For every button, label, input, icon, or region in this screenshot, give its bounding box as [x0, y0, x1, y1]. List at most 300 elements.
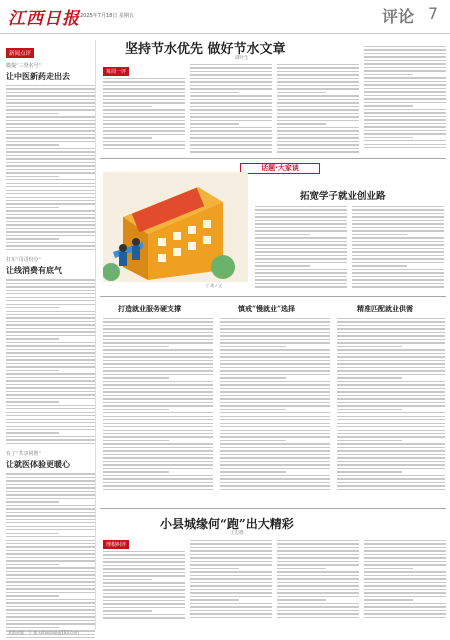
- text-line: [103, 450, 213, 451]
- text-line: [277, 617, 359, 618]
- text-line: [103, 339, 213, 340]
- news-brief-1: [6, 40, 95, 250]
- text-line: [255, 258, 347, 259]
- text-line: [6, 432, 59, 433]
- text-line: [255, 213, 347, 214]
- text-line: [277, 116, 359, 117]
- text-line: [220, 454, 330, 455]
- text-line: [6, 130, 95, 131]
- text-line: [103, 388, 213, 389]
- article-2-body: [220, 318, 330, 490]
- text-line: [6, 498, 95, 499]
- text-line: [352, 258, 444, 259]
- text-line: [255, 241, 347, 242]
- text-line: [6, 134, 95, 135]
- text-line: [364, 60, 446, 61]
- text-line: [337, 447, 445, 448]
- text-line: [337, 440, 402, 441]
- text-line: [103, 137, 152, 138]
- text-line: [103, 123, 185, 124]
- text-line: [6, 623, 95, 624]
- text-line: [337, 489, 445, 490]
- text-line: [277, 540, 359, 541]
- text-line: [103, 457, 213, 458]
- text-line: [364, 140, 446, 141]
- text-line: [220, 457, 330, 458]
- text-line: [277, 148, 359, 149]
- text-line: [6, 627, 59, 628]
- text-line: [220, 423, 330, 424]
- text-line: [6, 217, 95, 218]
- text-line: [6, 352, 95, 353]
- section-divider: [100, 296, 446, 297]
- text-line: [277, 557, 359, 558]
- text-line: [103, 614, 185, 615]
- text-line: [220, 464, 330, 465]
- text-line: [6, 436, 95, 437]
- text-line: [6, 592, 95, 593]
- text-line: [277, 85, 359, 86]
- lead-article-col-1: [103, 78, 185, 149]
- text-line: [6, 491, 95, 492]
- text-line: [255, 237, 347, 238]
- text-line: [103, 398, 213, 399]
- text-line: [103, 554, 185, 555]
- text-line: [6, 588, 95, 589]
- text-line: [6, 144, 59, 145]
- text-line: [6, 158, 95, 159]
- text-line: [103, 461, 213, 462]
- text-line: [6, 95, 95, 96]
- text-line: [190, 127, 272, 128]
- text-line: [364, 147, 446, 148]
- text-line: [337, 402, 445, 403]
- text-line: [6, 335, 95, 336]
- text-line: [352, 220, 444, 221]
- brief-kicker: 微提“三誉名号”: [6, 63, 42, 69]
- text-line: [6, 106, 95, 107]
- text-line: [277, 95, 359, 96]
- text-line: [364, 547, 446, 548]
- text-line: [6, 574, 95, 575]
- text-line: [103, 485, 213, 486]
- text-line: [337, 395, 445, 396]
- text-line: [103, 95, 185, 96]
- text-line: [6, 412, 95, 413]
- text-line: [6, 560, 95, 561]
- text-line: [220, 367, 330, 368]
- text-line: [337, 433, 445, 434]
- text-line: [190, 102, 272, 103]
- text-line: [220, 398, 330, 399]
- text-line: [364, 596, 446, 597]
- text-line: [6, 359, 95, 360]
- text-line: [190, 78, 272, 79]
- text-line: [255, 244, 347, 245]
- text-line: [337, 461, 445, 462]
- text-line: [6, 567, 95, 568]
- text-line: [190, 617, 272, 618]
- text-line: [220, 360, 330, 361]
- text-line: [6, 207, 59, 208]
- text-line: [190, 116, 272, 117]
- article-title-1: 打造就业服务硬支撑: [118, 304, 181, 313]
- text-line: [364, 585, 446, 586]
- text-line: [6, 179, 95, 180]
- text-line: [277, 67, 359, 68]
- text-line: [277, 64, 359, 65]
- text-line: [103, 582, 185, 583]
- text-line: [103, 370, 213, 371]
- text-line: [6, 522, 95, 523]
- text-line: [6, 183, 95, 184]
- text-line: [255, 283, 347, 284]
- text-line: [337, 398, 445, 399]
- text-line: [337, 342, 445, 343]
- text-line: [190, 88, 272, 89]
- text-line: [6, 581, 95, 582]
- text-line: [6, 439, 95, 440]
- text-line: [255, 230, 347, 231]
- text-line: [6, 279, 95, 280]
- text-line: [277, 561, 359, 562]
- text-line: [220, 346, 286, 347]
- text-line: [337, 454, 445, 455]
- text-line: [6, 366, 95, 367]
- text-line: [6, 169, 95, 170]
- text-line: [337, 419, 445, 420]
- text-line: [103, 423, 213, 424]
- text-line: [337, 409, 402, 410]
- text-line: [190, 144, 272, 145]
- text-line: [103, 447, 213, 448]
- text-line: [364, 575, 446, 576]
- text-line: [190, 106, 272, 107]
- text-line: [6, 345, 95, 346]
- text-line: [277, 568, 326, 569]
- text-line: [337, 464, 445, 465]
- text-line: [103, 593, 185, 594]
- text-line: [277, 134, 359, 135]
- text-line: [6, 102, 95, 103]
- article-title-2: 慎戒“慢就业”选择: [238, 304, 296, 313]
- text-line: [337, 416, 445, 417]
- text-line: [190, 120, 272, 121]
- text-line: [364, 81, 446, 82]
- column-tag: 新闻点评: [6, 48, 34, 58]
- text-line: [190, 585, 272, 586]
- text-line: [337, 318, 445, 319]
- text-line: [352, 216, 444, 217]
- text-line: [190, 561, 272, 562]
- text-line: [103, 405, 213, 406]
- text-line: [6, 405, 95, 406]
- text-line: [6, 602, 95, 603]
- text-line: [6, 609, 95, 610]
- text-line: [6, 613, 95, 614]
- text-line: [103, 92, 185, 93]
- text-line: [6, 571, 95, 572]
- text-line: [277, 582, 359, 583]
- text-line: [364, 112, 446, 113]
- text-line: [103, 409, 169, 410]
- text-line: [364, 46, 446, 47]
- text-line: [6, 578, 95, 579]
- text-line: [6, 165, 95, 166]
- text-line: [6, 245, 95, 246]
- text-line: [6, 314, 95, 315]
- text-line: [277, 543, 359, 544]
- text-line: [6, 585, 95, 586]
- text-line: [277, 585, 359, 586]
- text-line: [103, 88, 185, 89]
- text-line: [6, 109, 95, 110]
- text-line: [277, 610, 359, 611]
- text-line: [337, 450, 445, 451]
- text-line: [220, 485, 330, 486]
- text-line: [6, 443, 95, 444]
- text-line: [6, 200, 95, 201]
- text-line: [337, 430, 445, 431]
- text-line: [103, 109, 185, 110]
- text-line: [103, 430, 213, 431]
- text-line: [277, 99, 359, 100]
- text-line: [103, 85, 185, 86]
- text-line: [220, 363, 330, 364]
- text-line: [6, 533, 59, 534]
- text-line: [337, 471, 402, 472]
- text-line: [103, 349, 213, 350]
- article-1-body: [103, 318, 213, 490]
- text-line: [364, 564, 446, 565]
- text-line: [103, 561, 185, 562]
- text-line: [103, 419, 213, 420]
- text-line: [352, 272, 444, 273]
- text-line: [6, 242, 95, 243]
- text-line: [6, 515, 95, 516]
- text-line: [277, 74, 359, 75]
- text-line: [6, 620, 95, 621]
- text-line: [190, 64, 272, 65]
- text-line: [277, 589, 359, 590]
- text-line: [6, 228, 95, 229]
- text-line: [277, 113, 359, 114]
- text-line: [103, 335, 213, 336]
- text-line: [220, 405, 330, 406]
- text-line: [190, 151, 272, 152]
- text-line: [277, 137, 359, 138]
- text-line: [103, 381, 213, 382]
- text-line: [337, 370, 445, 371]
- text-line: [103, 454, 213, 455]
- text-line: [364, 561, 446, 562]
- text-line: [6, 311, 95, 312]
- text-line: [190, 137, 272, 138]
- text-line: [6, 363, 95, 364]
- topic-banner: 话题·大家谈: [240, 163, 320, 174]
- text-line: [6, 99, 95, 100]
- text-line: [364, 109, 446, 110]
- text-line: [364, 126, 446, 127]
- text-line: [352, 279, 444, 280]
- text-line: [220, 443, 330, 444]
- article-body: [6, 279, 95, 444]
- text-line: [103, 412, 213, 413]
- text-line: [103, 610, 152, 611]
- text-line: [255, 286, 347, 287]
- text-line: [277, 81, 359, 82]
- article-title-3: 精准匹配就业供需: [357, 304, 413, 313]
- text-line: [190, 109, 272, 110]
- text-line: [337, 381, 445, 382]
- text-line: [220, 332, 330, 333]
- text-line: [364, 116, 446, 117]
- text-line: [277, 144, 359, 145]
- text-line: [103, 81, 185, 82]
- text-line: [337, 457, 445, 458]
- text-line: [6, 321, 95, 322]
- text-line: [277, 120, 359, 121]
- text-line: [277, 603, 359, 604]
- text-line: [6, 419, 95, 420]
- text-line: [6, 317, 95, 318]
- text-line: [6, 616, 95, 617]
- text-line: [364, 95, 446, 96]
- text-line: [103, 464, 213, 465]
- text-line: [6, 331, 95, 332]
- text-line: [6, 356, 95, 357]
- text-line: [190, 599, 239, 600]
- text-line: [255, 269, 347, 270]
- text-line: [190, 568, 239, 569]
- text-line: [277, 547, 359, 548]
- text-line: [337, 475, 445, 476]
- text-line: [337, 423, 445, 424]
- text-line: [220, 447, 330, 448]
- text-line: [255, 248, 347, 249]
- text-line: [337, 485, 445, 486]
- text-line: [6, 190, 95, 191]
- text-line: [337, 356, 445, 357]
- text-line: [6, 422, 95, 423]
- page-header: [0, 0, 450, 34]
- text-line: [6, 88, 95, 89]
- text-line: [364, 70, 446, 71]
- text-line: [337, 412, 445, 413]
- brief-title: 让中医新药走出去: [6, 71, 70, 81]
- text-line: [220, 475, 330, 476]
- text-line: [103, 603, 185, 604]
- text-line: [190, 582, 272, 583]
- text-line: [352, 276, 444, 277]
- bottom-col-1: [103, 551, 185, 619]
- text-line: [190, 554, 272, 555]
- text-line: [6, 300, 95, 301]
- text-line: [277, 109, 359, 110]
- text-line: [103, 395, 213, 396]
- text-line: [220, 412, 330, 413]
- text-line: [255, 265, 310, 266]
- text-line: [352, 213, 444, 214]
- text-line: [6, 564, 59, 565]
- text-line: [364, 56, 446, 57]
- text-line: [364, 568, 413, 569]
- text-line: [255, 255, 347, 256]
- text-line: [103, 120, 185, 121]
- text-line: [364, 610, 446, 611]
- text-line: [6, 480, 95, 481]
- bottom-col-2: [190, 540, 272, 618]
- text-line: [364, 102, 446, 103]
- text-line: [277, 71, 359, 72]
- text-line: [6, 155, 95, 156]
- text-line: [6, 377, 95, 378]
- text-line: [6, 519, 95, 520]
- brief-kicker: 有了“共享同帮”: [6, 451, 42, 458]
- text-line: [6, 137, 95, 138]
- text-line: [337, 360, 445, 361]
- text-line: [277, 92, 326, 93]
- text-line: [6, 606, 95, 607]
- text-line: [190, 540, 272, 541]
- text-line: [6, 384, 95, 385]
- text-line: [364, 63, 446, 64]
- text-line: [352, 237, 444, 238]
- text-line: [6, 398, 95, 399]
- text-line: [352, 286, 444, 287]
- text-line: [6, 380, 95, 381]
- text-line: [103, 558, 185, 559]
- text-line: [103, 367, 213, 368]
- text-line: [6, 238, 59, 239]
- text-line: [255, 206, 347, 207]
- text-line: [103, 141, 185, 142]
- text-line: [190, 141, 272, 142]
- text-line: [277, 564, 359, 565]
- text-line: [337, 367, 445, 368]
- text-line: [103, 106, 152, 107]
- text-line: [6, 370, 59, 371]
- text-line: [103, 596, 185, 597]
- text-line: [277, 575, 359, 576]
- text-line: [337, 335, 445, 336]
- text-line: [220, 482, 330, 483]
- text-line: [103, 318, 213, 319]
- text-line: [337, 405, 445, 406]
- text-line: [190, 613, 272, 614]
- text-line: [6, 373, 95, 374]
- text-line: [337, 363, 445, 364]
- text-line: [337, 388, 445, 389]
- text-line: [190, 578, 272, 579]
- text-line: [103, 572, 185, 573]
- text-line: [103, 325, 213, 326]
- section-divider: [100, 508, 446, 509]
- text-line: [364, 98, 446, 99]
- text-line: [220, 349, 330, 350]
- newspaper-logo: 江西日报: [8, 9, 80, 29]
- text-line: [103, 391, 213, 392]
- text-line: [103, 384, 213, 385]
- text-line: [6, 543, 95, 544]
- text-line: [352, 209, 444, 210]
- text-line: [103, 99, 185, 100]
- text-line: [255, 262, 347, 263]
- text-line: [352, 265, 407, 266]
- text-line: [220, 370, 330, 371]
- bottom-col-4: [364, 540, 446, 618]
- brief-title: 让线消费有底气: [6, 265, 62, 276]
